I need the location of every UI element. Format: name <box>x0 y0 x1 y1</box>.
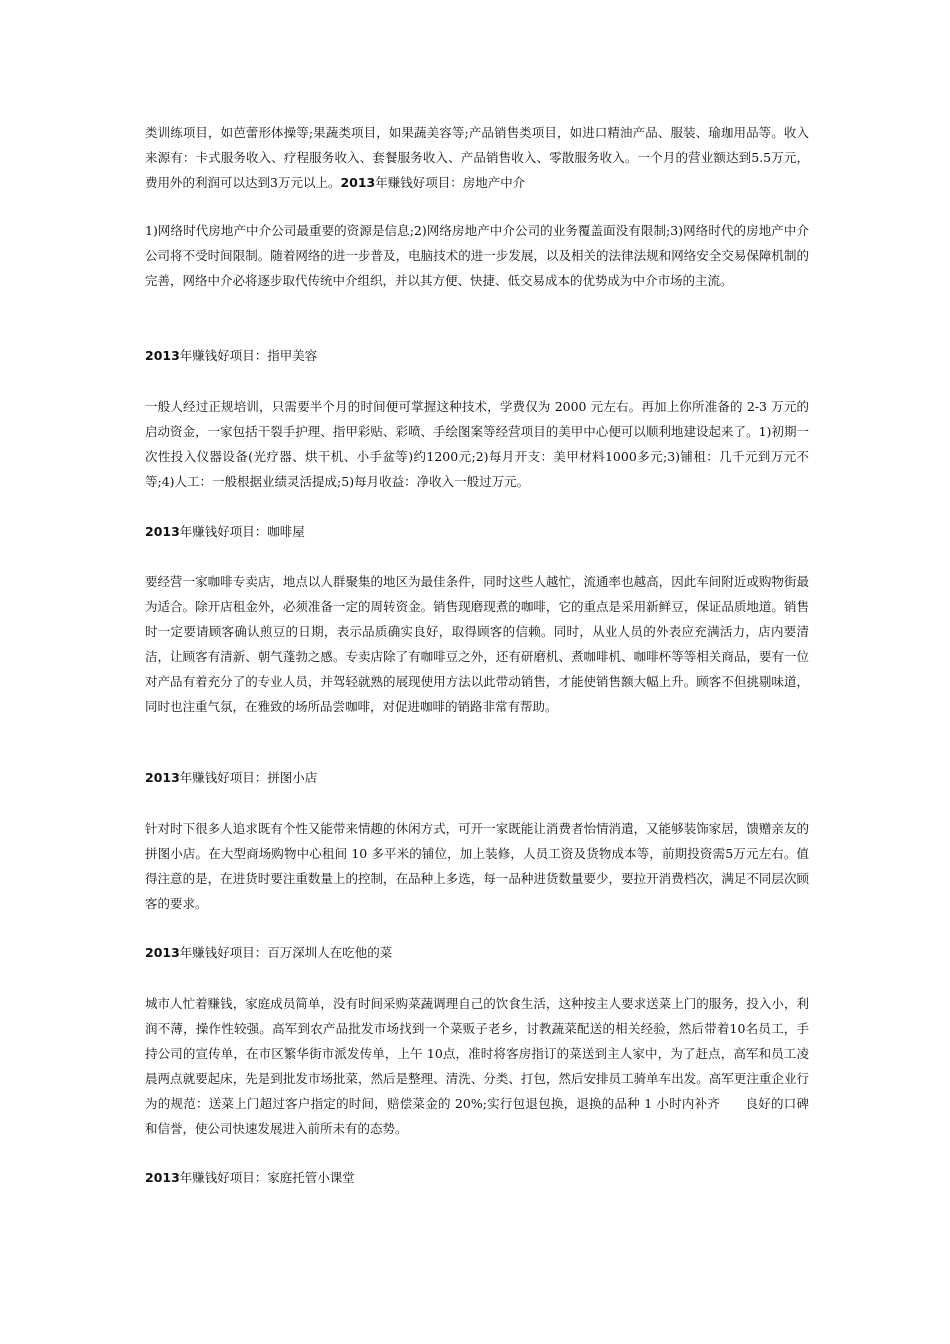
heading-year: 2013 <box>145 524 180 539</box>
heading-text: 年赚钱好项目：拼图小店 <box>179 770 318 785</box>
paragraph-vegetable-delivery: 城市人忙着赚钱，家庭成员简单，没有时间采购菜蔬调理自己的饮食生活，这种按主人要求送菜上门的服务，投入小，利润不薄，操作性较强。高军到农产品批发市场找到一个菜贩子老乡，讨教蔬菜配送的相关经验，然后带着10名员工，手持公司的宣传单，在市区繁华街市派发传单，上午 10点，准时将客房指订的菜送到主人家中，为了赶点，高军和员工凌晨两点就要起床，先是到批发市场批菜，然后是整理、清洗、分类、打包，然后安排员工骑单车出发。高军更注重企业行为的规范：送菜上门超过客户指定的时间，赔偿菜金的 20%;实行包退包换，退换的品种 1 小时内补齐 良好的口碑和信誉，使公司快速发展进入前所未有的态势。 <box>145 996 809 1136</box>
heading-text: 年赚钱好项目：指甲美容 <box>179 348 318 363</box>
heading-year: 2013 <box>145 770 180 785</box>
heading-home-tutoring <box>145 1165 809 1190</box>
heading-text: 年赚钱好项目：百万深圳人在吃他的菜 <box>179 945 393 960</box>
paragraph-coffee-shop: 要经营一家咖啡专卖店，地点以人群聚集的地区为最佳条件，同时这些人越忙，流通率也越高，因此车间附近或购物街最为适合。除开店租金外，必须准备一定的周转资金。销售现磨现煮的咖啡，它的重点是采用新鲜豆，保证品质地道。销售时一定要请顾客确认煎豆的日期，表示品质确实良好，取得顾客的信赖。同时，从业人员的外表应充满活力，店内要清洁，让顾客有清新、朝气蓬勃之感。专卖店除了有咖啡豆之外，还有研磨机、煮咖啡机、咖啡杯等等相关商品，要有一位对产品有着充分了的专业人员，并驾轻就熟的展现使用方法以此带动销售，才能使销售额大幅上升。顾客不但挑剔味道，同时也注重气氛，在雅致的场所品尝咖啡，对促进咖啡的销路非常有帮助。 <box>145 574 809 714</box>
heading-text: 年赚钱好项目：咖啡屋 <box>179 524 305 539</box>
heading-vegetable-delivery <box>145 940 809 965</box>
paragraph-nail-art: 一般人经过正规培训，只需要半个月的时间便可掌握这种技术，学费仅为 2000 元左右。再加上你所准备的 2-3 万元的启动资金，一家包括干裂手护理、指甲彩贴、彩喷、手绘图案等经营项目的美甲中心便可以顺利地建设起来了。1)初期一次性投入仪器设备(光疗器、烘干机、小手盆等)约1200元;2)每月开支：美甲材料1000多元;3)铺租：几千元到万元不等;4)人工：一般根据业绩灵活提成;5)每月收益：净收入一般过万元。 <box>145 399 809 489</box>
paragraph-puzzle-shop: 针对时下很多人追求既有个性又能带来情趣的休闲方式，可开一家既能让消费者怡情消遣，又能够装饰家居，馈赠亲友的拼图小店。在大型商场购物中心租间 10 多平米的铺位，加上装修，人员工资及货物成本等，前期投资需5万元左右。值得注意的是，在进货时要注重数量上的控制，在品种上多选，每一品种进货数量要少，要拉开消费档次，满足不同层次顾客的要求。 <box>145 821 809 911</box>
heading-year: 2013 <box>145 348 180 363</box>
inline-heading-year: 2013 <box>340 175 376 190</box>
inline-heading-real-estate: 年赚钱好项目：房地产中介 <box>375 175 526 190</box>
paragraph-text: 类训练项目，如芭蕾形体操等;果蔬类项目，如果蔬美容等;产品销售类项目，如进口精油产品、服装、瑜珈用品等。收入来源有：卡式服务收入、疗程服务收入、套餐服务收入、产品销售收入、零散服务收入。一个月的营业额达到5.5万元，费用外的利润可以达到3万元以上。 <box>145 125 809 190</box>
paragraph-beauty-salon <box>145 120 809 195</box>
heading-nail-art <box>145 343 809 368</box>
heading-text: 年赚钱好项目：家庭托管小课堂 <box>179 1170 355 1185</box>
heading-puzzle-shop <box>145 765 809 790</box>
heading-coffee-shop <box>145 519 809 544</box>
heading-year: 2013 <box>145 1170 180 1185</box>
heading-year: 2013 <box>145 945 180 960</box>
paragraph-real-estate: 1)网络时代房地产中介公司最重要的资源是信息;2)网络房地产中介公司的业务覆盖面没有限制;3)网络时代的房地产中介公司将不受时间限制。随着网络的进一步普及，电脑技术的进一步发展，以及相关的法律法规和网络安全交易保障机制的完善，网络中介必将逐步取代传统中介组织，并以其方便、快捷、低交易成本的优势成为中介市场的主流。 <box>145 223 809 288</box>
